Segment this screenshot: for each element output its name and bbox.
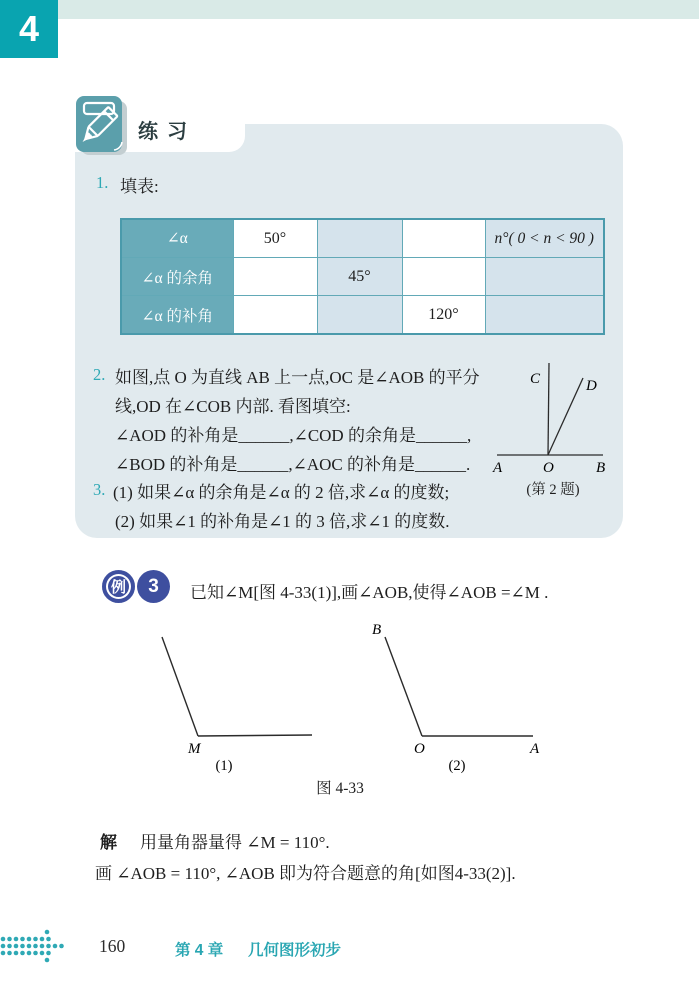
figure-4-33 xyxy=(120,620,560,775)
table-cell: 45° xyxy=(317,258,402,296)
table-row xyxy=(121,219,604,258)
point-label: D xyxy=(586,378,597,394)
q2-line: ∠BOD 的补角是______,∠AOC 的补角是______. xyxy=(115,455,471,474)
point-label: C xyxy=(530,371,541,387)
top-strip xyxy=(57,0,699,19)
figure-caption: 图 4-33 xyxy=(316,780,364,797)
point-label: B xyxy=(372,622,382,638)
table-cell xyxy=(233,296,317,335)
solution-line: 画 ∠AOB = 110°, ∠AOB 即为符合题意的角[如图4-33(2)]. xyxy=(95,864,516,883)
example-badge: 例 xyxy=(102,570,135,603)
table-cell xyxy=(402,219,485,258)
row-header-angle: ∠α xyxy=(121,219,233,258)
q3-line: (2) 如果∠1 的补角是∠1 的 3 倍,求∠1 的度数. xyxy=(115,512,450,531)
q2-line: 线,OD 在∠COB 内部. 看图填空: xyxy=(115,397,351,416)
page-number: 160 xyxy=(99,936,126,956)
table-cell: 120° xyxy=(402,296,485,335)
q3-line: (1) 如果∠α 的余角是∠α 的 2 倍,求∠α 的度数; xyxy=(113,483,450,502)
footer-dots-icon xyxy=(0,928,72,964)
table-cell: n°( 0 < n < 90 ) xyxy=(485,219,604,258)
q2-figure-caption: (第 2 题) xyxy=(526,482,580,498)
point-label: M xyxy=(188,741,201,757)
example-text: 已知∠M[图 4-33(1)],画∠AOB,使得∠AOB =∠M . xyxy=(190,583,549,602)
chapter-number-badge: 4 xyxy=(0,0,58,58)
practice-header-label: 练习 xyxy=(138,121,196,143)
table-cell xyxy=(317,296,402,335)
point-label: A xyxy=(530,741,540,757)
point-label: O xyxy=(414,741,425,757)
table-row xyxy=(121,258,604,296)
q1-number: 1. xyxy=(96,173,109,192)
q1-text: 填表: xyxy=(120,177,159,196)
subfigure-caption: (1) xyxy=(215,758,233,774)
fill-in-table xyxy=(120,218,605,335)
footer-chapter: 第 4 章 xyxy=(175,942,224,959)
solution-line: 用量角器量得 ∠M = 110°. xyxy=(140,833,330,852)
table-cell: 50° xyxy=(233,219,317,258)
subfigure-caption: (2) xyxy=(448,758,466,774)
table-row xyxy=(121,296,604,335)
q2-line: ∠AOD 的补角是______,∠COD 的余角是______, xyxy=(115,426,472,445)
solution-label: 解 xyxy=(100,833,117,852)
table-cell xyxy=(485,258,604,296)
table-cell xyxy=(485,296,604,335)
point-label: A xyxy=(493,460,503,475)
example-number-badge: 3 xyxy=(137,570,170,603)
row-header-supplement: ∠α 的补角 xyxy=(121,296,233,335)
row-header-complement: ∠α 的余角 xyxy=(121,258,233,296)
q3-number: 3. xyxy=(93,480,106,499)
q2-angle-diagram xyxy=(488,355,618,475)
table-cell xyxy=(233,258,317,296)
table-cell xyxy=(317,219,402,258)
q2-number: 2. xyxy=(93,365,106,384)
point-label: O xyxy=(543,460,554,475)
footer-chapter-title: 几何图形初步 xyxy=(248,942,342,959)
notebook-pencil-icon xyxy=(74,93,130,157)
q2-line: 如图,点 O 为直线 AB 上一点,OC 是∠AOB 的平分 xyxy=(115,368,480,387)
point-label: B xyxy=(596,460,606,475)
table-cell xyxy=(402,258,485,296)
